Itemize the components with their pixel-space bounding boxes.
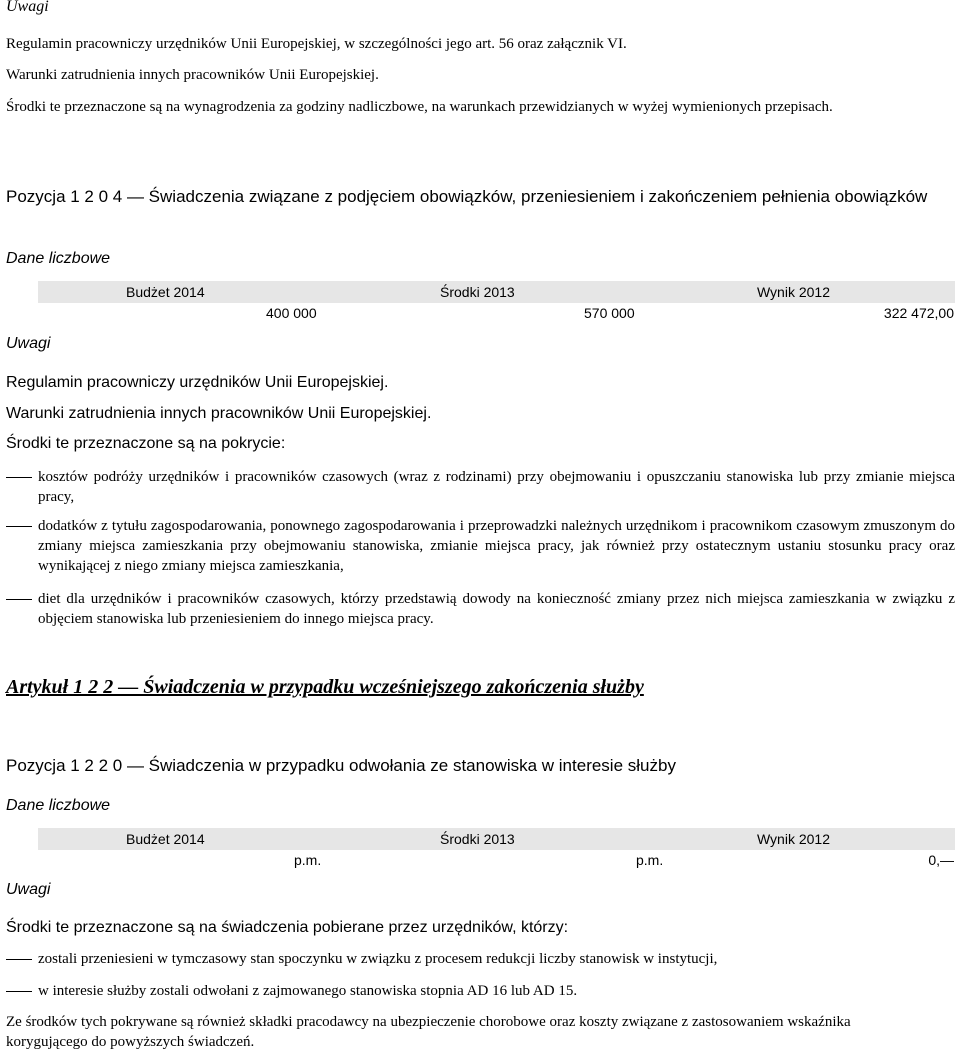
section-heading: Pozycja 1 2 2 0 — Świadczenia w przypadku odwołania ze stanowiska w interesie służby xyxy=(6,756,676,775)
table-cell: 0,— xyxy=(928,852,954,868)
dane-liczbowe-label: Dane liczbowe xyxy=(6,797,111,814)
table-header: Budżet 2014 xyxy=(126,284,205,300)
table-header: Środki 2013 xyxy=(440,284,515,300)
table-header: Budżet 2014 xyxy=(126,831,205,847)
paragraph: Ze środków tych pokrywane są również składki pracodawcy na ubezpieczenie chorobowe oraz koszty związane z zastosowaniem wskaźnika korygującego do powyższych świadczeń. xyxy=(6,1014,851,1050)
list-item: w interesie służby zostali odwołani z zajmowanego stanowiska stopnia AD 16 lub AD 15. xyxy=(38,983,578,999)
table-header-row xyxy=(38,281,955,303)
list-dash xyxy=(6,526,32,527)
table-cell: 400 000 xyxy=(266,305,317,321)
list-item: diet dla urzędników i pracowników czasowych, którzy przedstawią dowody na konieczność zmiany przez nich miejsca zamieszkania w związku z objęciem stanowiska lub przeniesieniem do innego miejsca pracy. xyxy=(38,591,955,627)
table-header: Wynik 2012 xyxy=(756,831,830,847)
paragraph: Środki te przeznaczone są na świadczenia pobierane przez urzędników, którzy: xyxy=(6,919,569,936)
uwagi-heading: Uwagi xyxy=(6,0,49,15)
paragraph: Warunki zatrudnienia innych pracowników Unii Europejskiej. xyxy=(6,67,379,83)
list-item: zostali przeniesieni w tymczasowy stan spoczynku w związku z procesem redukcji liczby stanowisk w instytucji, xyxy=(38,951,718,967)
table-cell: p.m. xyxy=(636,852,664,868)
section-heading: Pozycja 1 2 0 4 — Świadczenia związane z podjęciem obowiązków, przeniesieniem i zakończeniem pełnienia obowiązków xyxy=(6,187,928,206)
paragraph: Warunki zatrudnienia innych pracowników Unii Europejskiej. xyxy=(6,405,432,422)
table-cell: 570 000 xyxy=(584,305,635,321)
table-cell: p.m. xyxy=(294,852,322,868)
table-row xyxy=(38,303,955,323)
table-header-row xyxy=(38,828,955,850)
table-row xyxy=(38,850,955,870)
table-cell: 322 472,00 xyxy=(883,305,954,321)
table-header: Środki 2013 xyxy=(440,831,515,847)
paragraph: Regulamin pracowniczy urzędników Unii Europejskiej, w szczególności jego art. 56 oraz załącznik VI. xyxy=(6,36,627,52)
paragraph: Regulamin pracowniczy urzędników Unii Europejskiej. xyxy=(6,374,389,391)
list-dash xyxy=(6,477,32,478)
list-item: dodatków z tytułu zagospodarowania, ponownego zagospodarowania i przeprowadzki należnych urzędnikom i pracownikom czasowym zmuszonym do zmiany miejsca zamieszkania przy obejmowaniu stanowiska, zmianie miejsca pracy, jak również przy ostatecznym ustaniu stosunku pracy oraz wynikającej z niego zmiany miejsca zamieszkania, xyxy=(38,518,955,574)
list-item: kosztów podróży urzędników i pracowników czasowych (wraz z rodzinami) przy obejmowaniu i opuszczaniu stanowiska lub przy zmianie miejsca pracy, xyxy=(38,469,955,505)
paragraph: Środki te przeznaczone są na pokrycie: xyxy=(6,435,286,452)
uwagi-heading: Uwagi xyxy=(6,335,51,352)
dane-liczbowe-label: Dane liczbowe xyxy=(6,250,111,267)
list-dash xyxy=(6,959,32,960)
list-dash xyxy=(6,991,32,992)
article-heading: Artykuł 1 2 2 — Świadczenia w przypadku wcześniejszego zakończenia służby xyxy=(6,676,644,698)
paragraph: Środki te przeznaczone są na wynagrodzenia za godziny nadliczbowe, na warunkach przewidzianych w wyżej wymienionych przepisach. xyxy=(6,99,833,115)
uwagi-heading: Uwagi xyxy=(6,881,51,898)
list-dash xyxy=(6,599,32,600)
table-header: Wynik 2012 xyxy=(756,284,830,300)
